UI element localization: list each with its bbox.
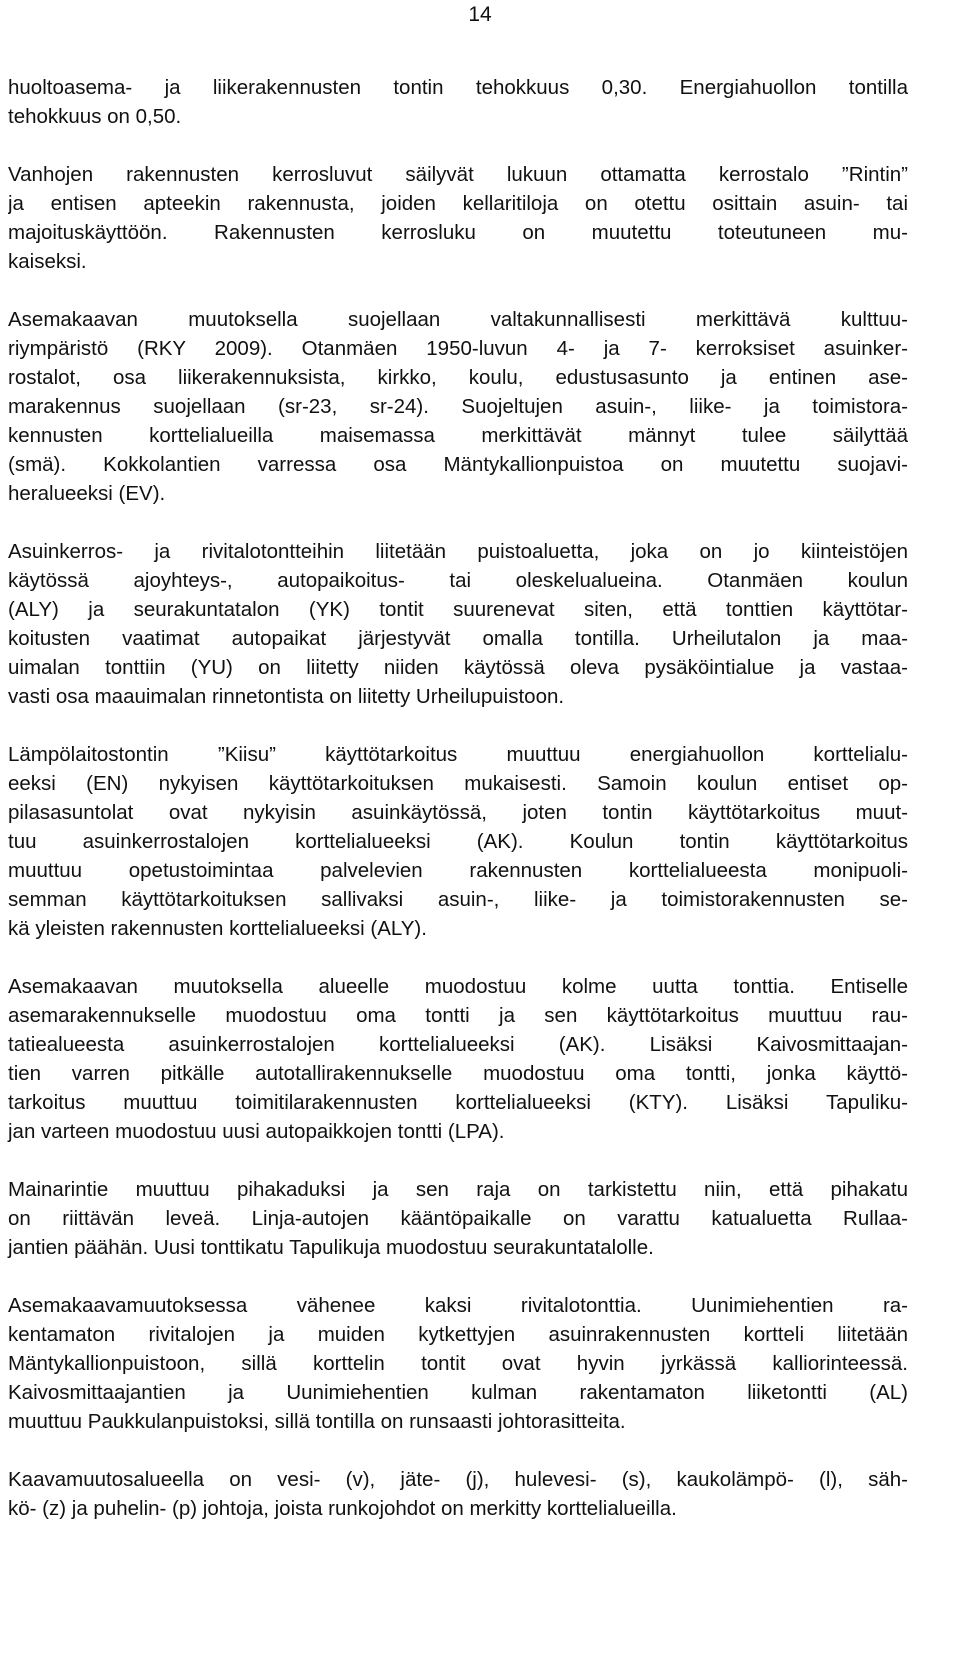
paragraph	[8, 1175, 908, 1262]
text-line: Kaavamuutosalueella on vesi- (v), jäte- (j), hulevesi- (s), kaukolämpö- (l), säh-	[8, 1468, 908, 1491]
text-line: Vanhojen rakennusten kerrosluvut säilyvät lukuun ottamatta kerrostalo ”Rintin”	[8, 163, 908, 186]
text-line: käytössä ajoyhteys-, autopaikoitus- tai oleskelualueina. Otanmäen koulun	[8, 569, 908, 592]
text-line: semman käyttötarkoituksen sallivaksi asuin-, liike- ja toimistorakennusten se-	[8, 888, 908, 911]
text-line: muuttuu opetustoimintaa palvelevien rakennusten korttelialueesta monipuoli-	[8, 859, 908, 882]
text-line: ja entisen apteekin rakennusta, joiden kellaritiloja on otettu osittain asuin- tai	[8, 192, 908, 215]
page-number: 14	[468, 3, 492, 26]
text-line: vasti osa maauimalan rinnetontista on liitetty Urheilupuistoon.	[8, 685, 565, 708]
text-line: marakennus suojellaan (sr-23, sr-24). Suojeltujen asuin-, liike- ja toimistora-	[8, 395, 908, 418]
text-line: rostalot, osa liikerakennuksista, kirkko, koulu, edustusasunto ja entinen ase-	[8, 366, 908, 389]
paragraph	[8, 972, 908, 1146]
text-line: jantien päähän. Uusi tonttikatu Tapulikuja muodostuu seurakuntatalolle.	[8, 1236, 654, 1259]
text-line: kennusten korttelialueilla maisemassa merkittävät männyt tulee säilyttää	[8, 424, 908, 447]
document-body	[8, 73, 908, 1552]
text-line: eeksi (EN) nykyisen käyttötarkoituksen mukaisesti. Samoin koulun entiset op-	[8, 772, 908, 795]
text-line: kö- (z) ja puhelin- (p) johtoja, joista runkojohdot on merkitty korttelialueilla.	[8, 1497, 677, 1520]
text-line: kentamaton rivitalojen ja muiden kytkettyjen asuinrakennusten kortteli liitetään	[8, 1323, 908, 1346]
paragraph	[8, 740, 908, 943]
text-line: uimalan tonttiin (YU) on liitetty niiden käytössä oleva pysäköintialue ja vastaa-	[8, 656, 908, 679]
text-line: Asemakaavan muutoksella alueelle muodostuu kolme uutta tonttia. Entiselle	[8, 975, 908, 998]
text-line: jan varteen muodostuu uusi autopaikkojen tontti (LPA).	[8, 1120, 505, 1143]
text-line: Mainarintie muuttuu pihakaduksi ja sen raja on tarkistettu niin, että pihakatu	[8, 1178, 908, 1201]
text-line: pilasasuntolat ovat nykyisin asuinkäytössä, joten tontin käyttötarkoitus muut-	[8, 801, 908, 824]
text-line: Kaivosmittaajantien ja Uunimiehentien kulman rakentamaton liiketontti (AL)	[8, 1381, 908, 1404]
paragraph	[8, 305, 908, 508]
paragraph	[8, 1291, 908, 1436]
text-line: koitusten vaatimat autopaikat järjestyvät omalla tontilla. Urheilutalon ja maa-	[8, 627, 908, 650]
text-line: kaiseksi.	[8, 250, 87, 273]
text-line: Asemakaavan muutoksella suojellaan valtakunnallisesti merkittävä kulttuu-	[8, 308, 908, 331]
text-line: muuttuu Paukkulanpuistoksi, sillä tontilla on runsaasti johtorasitteita.	[8, 1410, 626, 1433]
text-line: Lämpölaitostontin ”Kiisu” käyttötarkoitus muuttuu energiahuollon korttelialu-	[8, 743, 908, 766]
text-line: tien varren pitkälle autotallirakennukselle muodostuu oma tontti, jonka käyttö-	[8, 1062, 908, 1085]
paragraph	[8, 73, 908, 131]
text-line: riympäristö (RKY 2009). Otanmäen 1950-luvun 4- ja 7- kerroksiset asuinker-	[8, 337, 908, 360]
text-line: asemarakennukselle muodostuu oma tontti ja sen käyttötarkoitus muuttuu rau-	[8, 1004, 908, 1027]
text-line: (ALY) ja seurakuntatalon (YK) tontit suurenevat siten, että tonttien käyttötar-	[8, 598, 908, 621]
text-line: Mäntykallionpuistoon, sillä korttelin tontit ovat hyvin jyrkässä kalliorinteessä.	[8, 1352, 908, 1375]
paragraph	[8, 160, 908, 276]
text-line: heralueeksi (EV).	[8, 482, 166, 505]
text-line: Asuinkerros- ja rivitalotontteihin liitetään puistoaluetta, joka on jo kiinteistöjen	[8, 540, 908, 563]
text-line: kä yleisten rakennusten korttelialueeksi (ALY).	[8, 917, 427, 940]
paragraph	[8, 1465, 908, 1523]
text-line: on riittävän leveä. Linja-autojen kääntöpaikalle on varattu katualuetta Rullaa-	[8, 1207, 908, 1230]
text-line: tatiealueesta asuinkerrostalojen korttelialueeksi (AK). Lisäksi Kaivosmittaajan-	[8, 1033, 908, 1056]
text-line: Asemakaavamuutoksessa vähenee kaksi rivitalotonttia. Uunimiehentien ra-	[8, 1294, 908, 1317]
text-line: tuu asuinkerrostalojen korttelialueeksi (AK). Koulun tontin käyttötarkoitus	[8, 830, 908, 853]
paragraph	[8, 537, 908, 711]
text-line: (smä). Kokkolantien varressa osa Mäntykallionpuistoa on muutettu suojavi-	[8, 453, 908, 476]
text-line: tarkoitus muuttuu toimitilarakennusten korttelialueeksi (KTY). Lisäksi Tapuliku-	[8, 1091, 908, 1114]
text-line: huoltoasema- ja liikerakennusten tontin tehokkuus 0,30. Energiahuollon tontilla	[8, 76, 908, 99]
text-line: tehokkuus on 0,50.	[8, 105, 182, 128]
text-line: majoituskäyttöön. Rakennusten kerrosluku on muutettu toteutuneen mu-	[8, 221, 908, 244]
